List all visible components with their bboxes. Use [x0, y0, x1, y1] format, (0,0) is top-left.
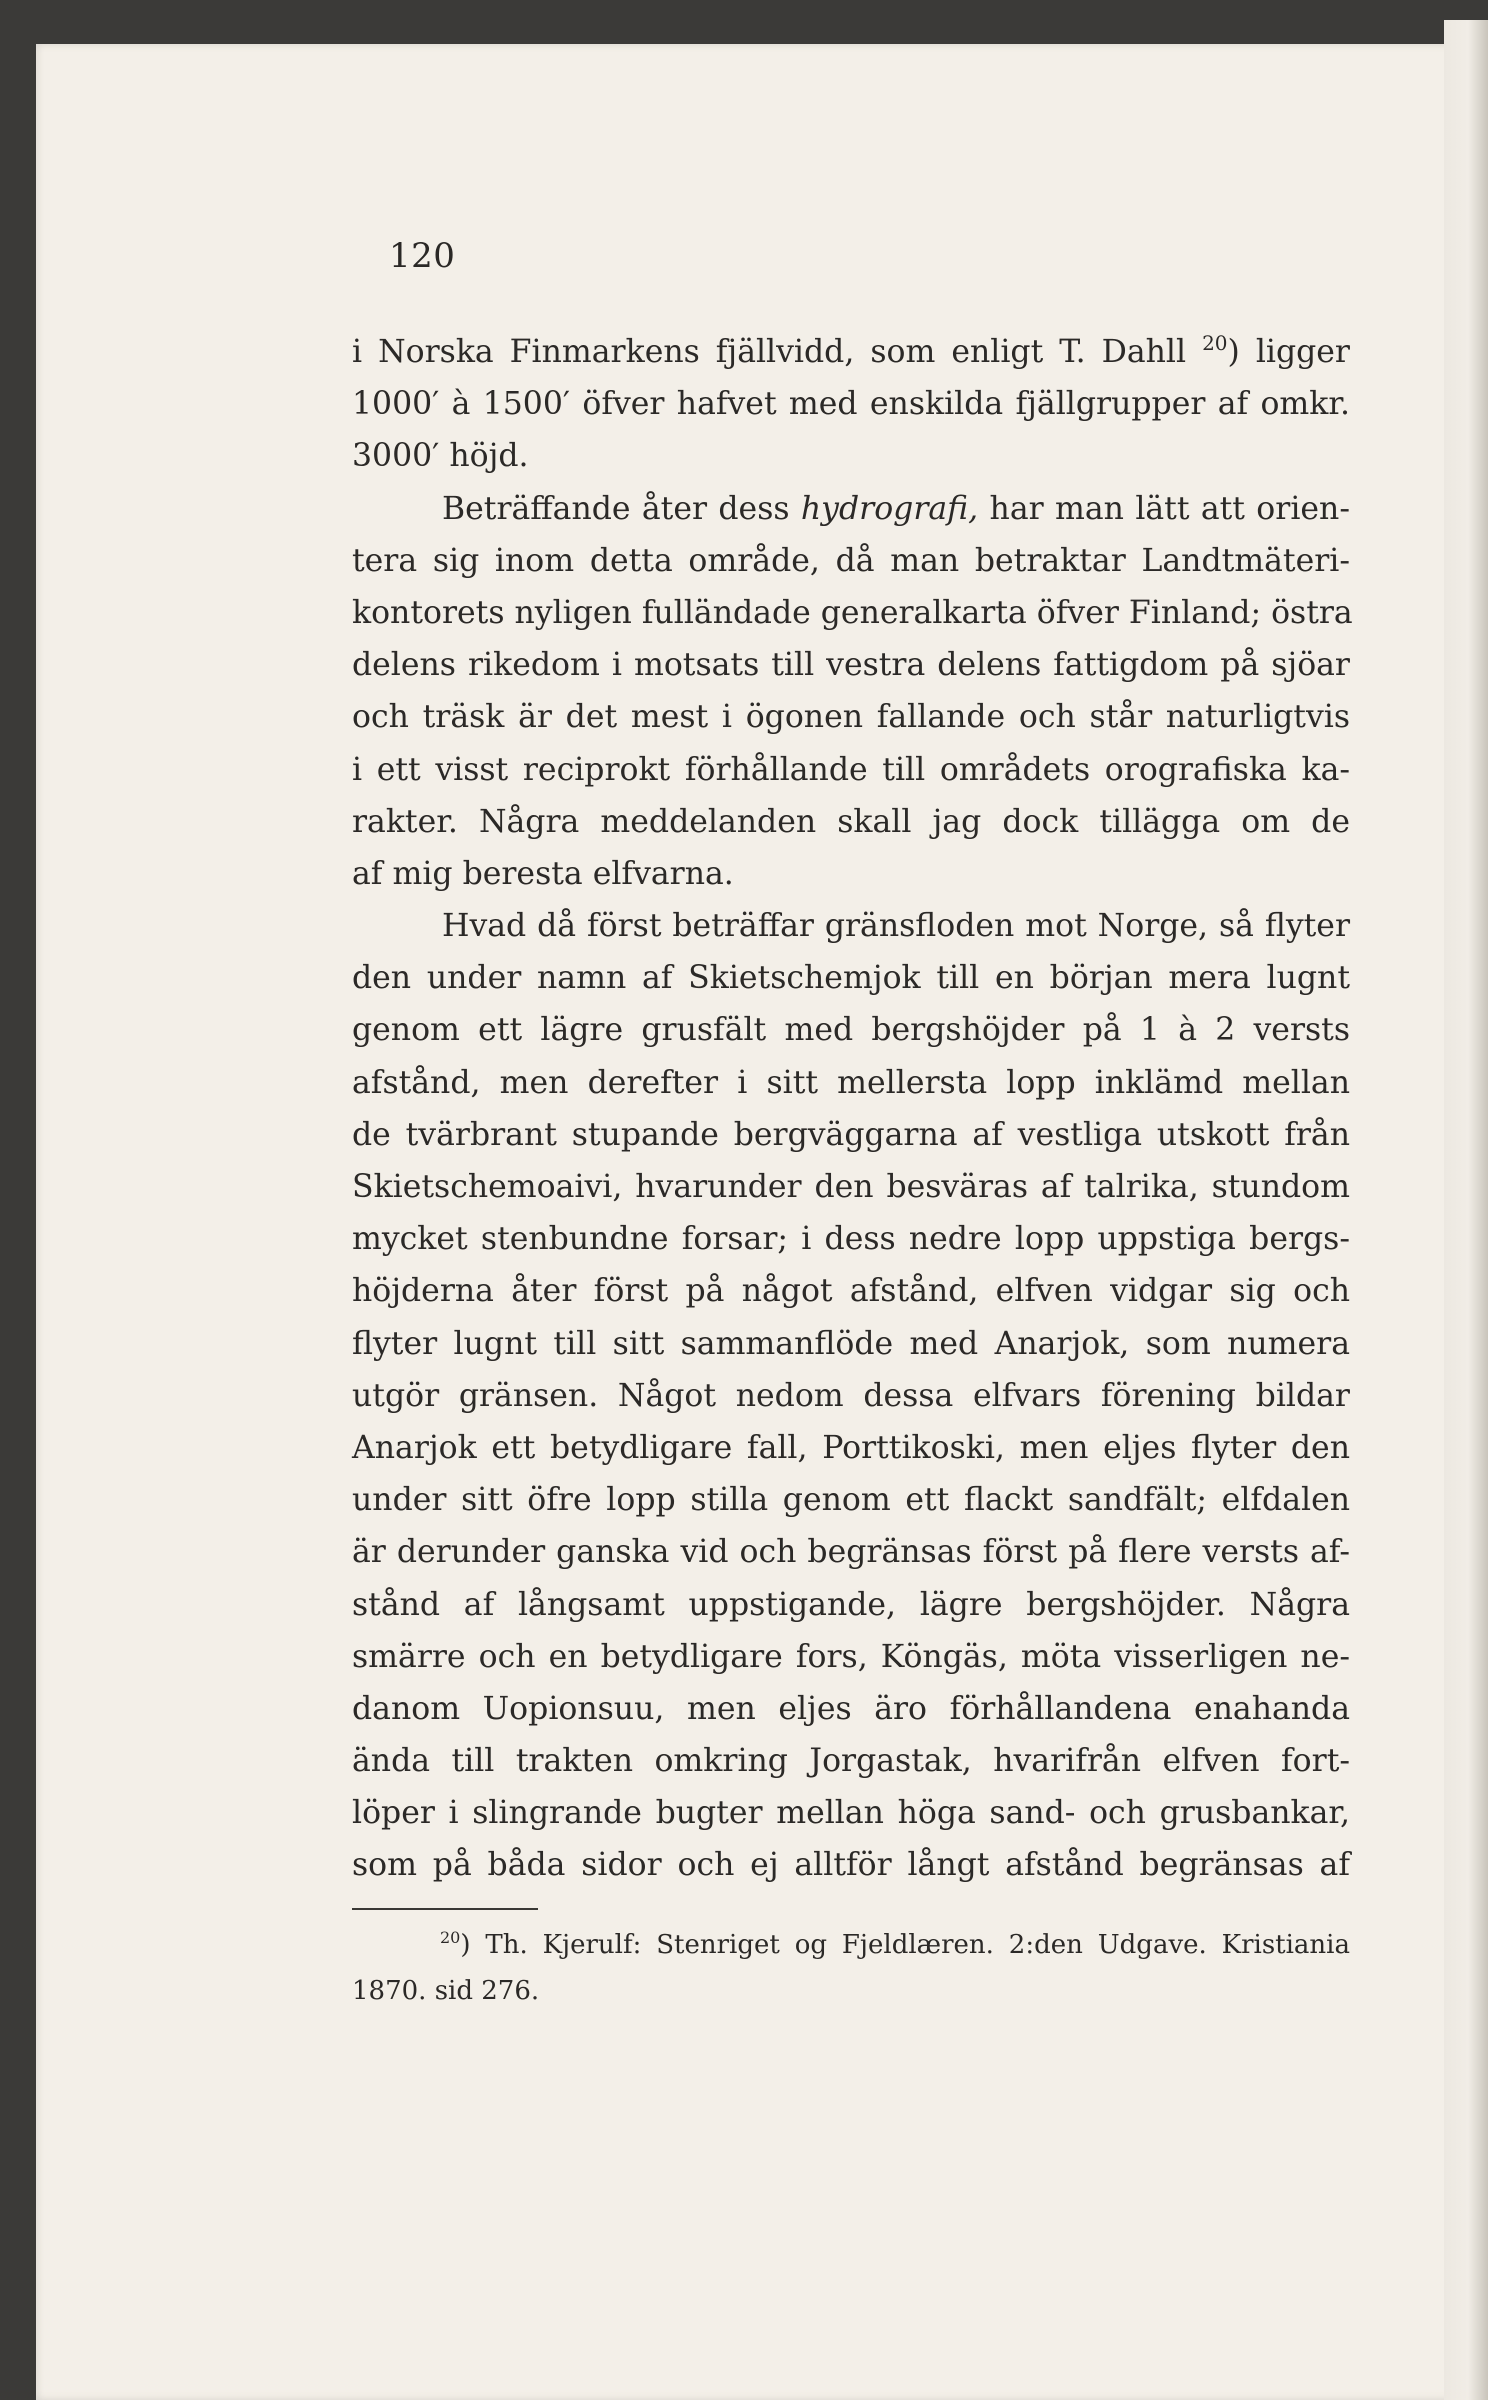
- page-edge: [1444, 20, 1488, 2400]
- text-line: ända till trakten omkring Jorgastak, hvarifrån elfven fort-: [352, 1743, 1350, 1780]
- text-line: är derunder ganska vid och begränsas först på flere versts af-: [352, 1534, 1350, 1571]
- footnote-line: 1870. sid 276.: [352, 1976, 540, 2006]
- text-line: Anarjok ett betydligare fall, Porttikoski, men eljes flyter den: [352, 1429, 1350, 1466]
- text-line: flyter lugnt till sitt sammanflöde med Anarjok, som numera: [352, 1325, 1350, 1362]
- text-line: delens rikedom i motsats till vestra delens fattigdom på sjöar: [352, 647, 1350, 684]
- text-line: kontorets nyligen fulländade generalkarta öfver Finland; östra: [352, 594, 1353, 631]
- text-line: Beträffande åter dess hydrografi, har man lätt att orien-: [442, 490, 1350, 527]
- text-line: af mig beresta elfvarna.: [352, 855, 734, 892]
- text-line: smärre och en betydligare fors, Köngäs, möta visserligen ne-: [352, 1638, 1350, 1675]
- text-line: den under namn af Skietschemjok till en början mera lugnt: [352, 960, 1350, 997]
- body-text: [352, 326, 1353, 1892]
- footnote: [352, 1922, 1350, 2014]
- text-line: mycket stenbundne forsar; i dess nedre lopp uppstiga bergs-: [352, 1221, 1350, 1258]
- text-line: som på båda sidor och ej alltför långt afstånd begränsas af: [352, 1847, 1350, 1884]
- text-line: stånd af långsamt uppstigande, lägre bergshöjder. Några: [352, 1586, 1350, 1623]
- footnote-line: $^{20}$) Th. Kjerulf: Stenriget og Fjeldlæren. 2:den Udgave. Kristiania: [440, 1928, 1350, 1960]
- text-line: löper i slingrande bugter mellan höga sand- och grusbankar,: [352, 1795, 1350, 1832]
- text-line: de tvärbrant stupande bergväggarna af vestliga utskott från: [352, 1116, 1350, 1153]
- text-line: Hvad då först beträffar gränsfloden mot Norge, så flyter: [442, 908, 1350, 945]
- text-line: genom ett lägre grusfält med bergshöjder på 1 à 2 versts: [352, 1012, 1350, 1049]
- text-line: 3000′ höjd.: [352, 438, 529, 475]
- text-line: under sitt öfre lopp stilla genom ett flackt sandfält; elfdalen: [352, 1482, 1350, 1519]
- text-line: och träsk är det mest i ögonen fallande och står naturligtvis: [352, 699, 1350, 736]
- text-line: danom Uopionsuu, men eljes äro förhållandena enahanda: [352, 1690, 1350, 1727]
- text-line: utgör gränsen. Något nedom dessa elfvars förening bildar: [352, 1377, 1350, 1414]
- text-line: höjderna åter först på något afstånd, elfven vidgar sig och: [352, 1273, 1350, 1310]
- text-line: 1000′ à 1500′ öfver hafvet med enskilda fjällgrupper af omkr.: [352, 386, 1350, 423]
- text-line: Skietschemoaivi, hvarunder den besväras af talrika, stundom: [352, 1169, 1350, 1205]
- page-number: 120: [389, 236, 456, 276]
- text-line: i ett visst reciprokt förhållande till områdets orografiska ka-: [352, 751, 1350, 788]
- text-line: tera sig inom detta område, då man betraktar Landtmäteri-: [352, 542, 1350, 579]
- text-line: afstånd, men derefter i sitt mellersta lopp inklämd mellan: [352, 1064, 1350, 1101]
- text-line: rakter. Några meddelanden skall jag dock tillägga om de: [352, 803, 1350, 840]
- footnote-divider: [352, 1908, 538, 1910]
- text-line: i Norska Finmarkens fjällvidd, som enligt T. Dahll $^{20}$) ligger: [352, 331, 1350, 370]
